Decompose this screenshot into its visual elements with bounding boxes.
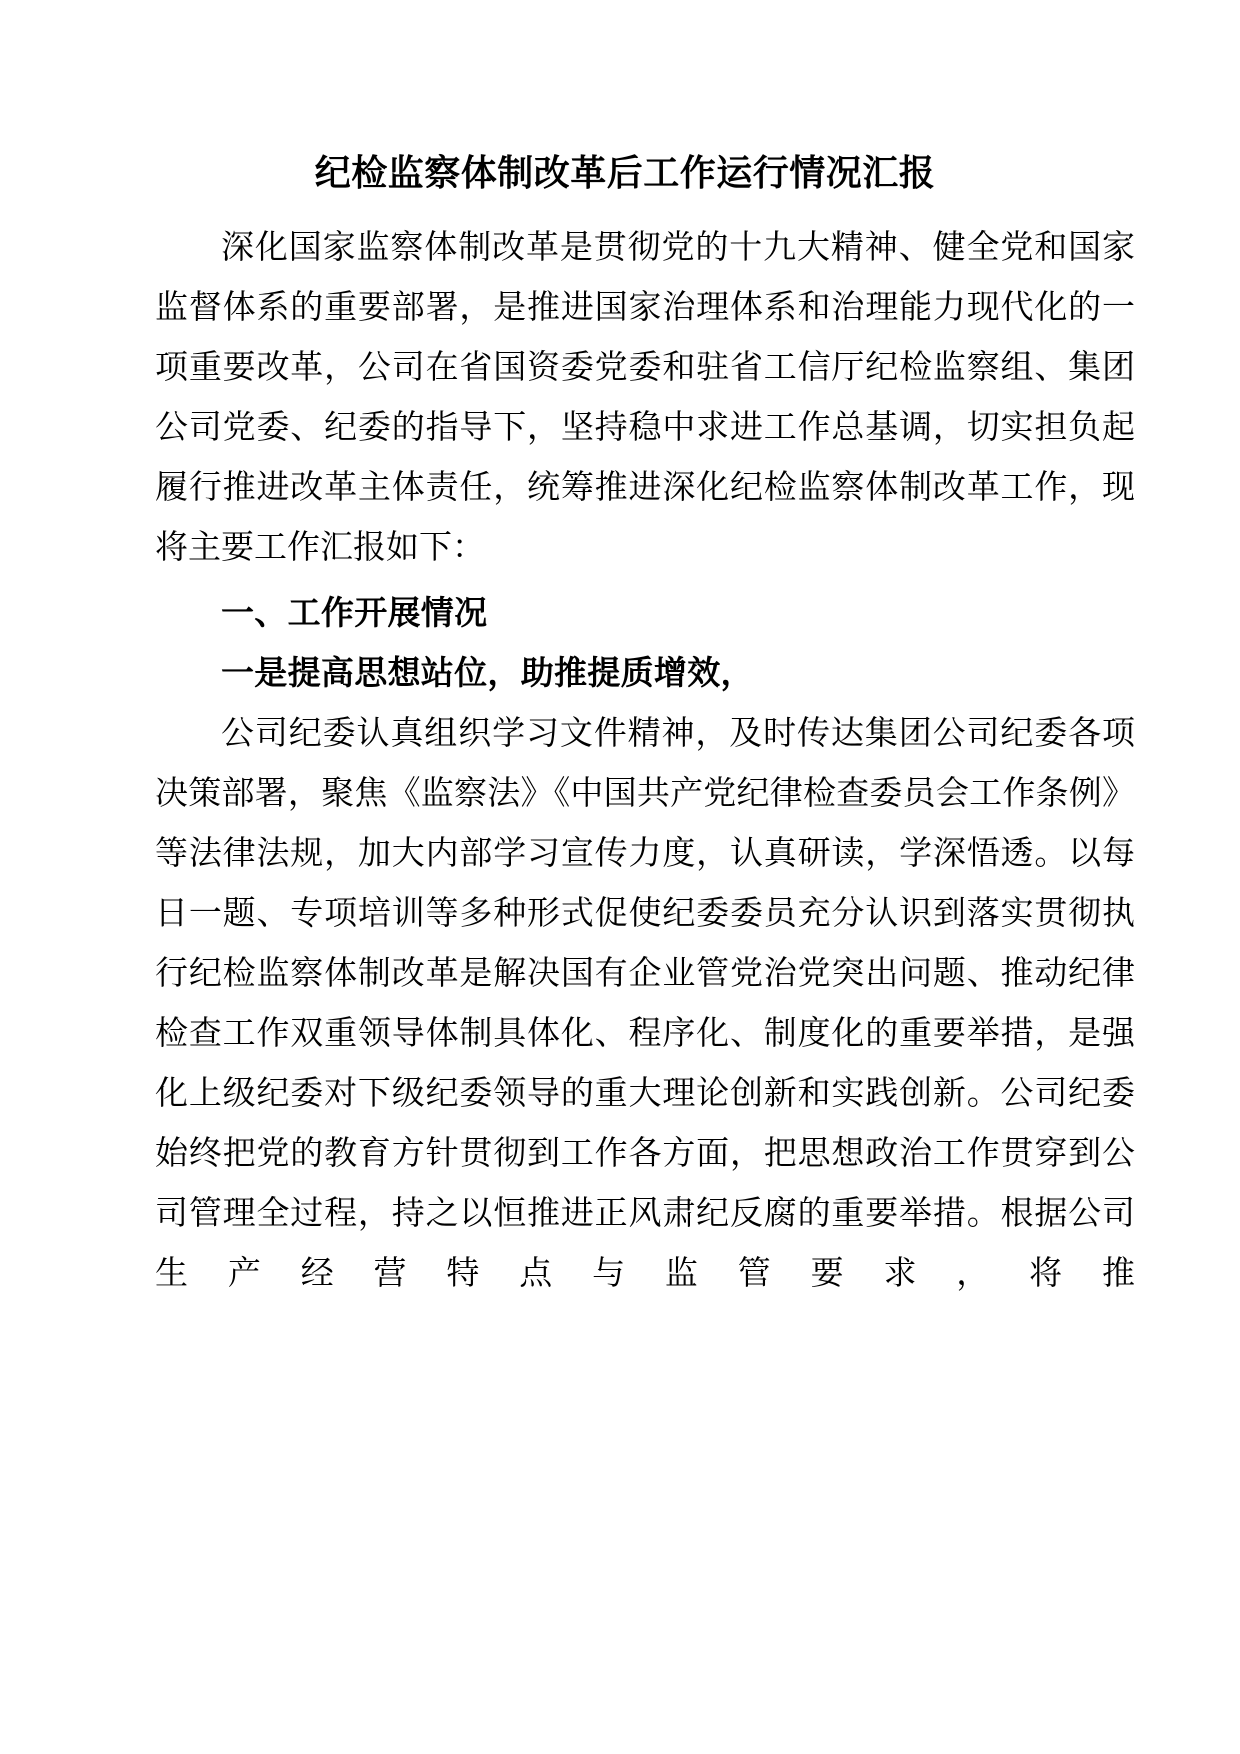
body-paragraph-1: 公司纪委认真组织学习文件精神，及时传达集团公司纪委各项决策部署，聚焦《监察法》《中国共产党纪律检查委员会工作条例》等法律法规，加大内部学习宣传力度，认真研读，学深悟透。以每日一题、专项培训等多种形式促使纪委委员充分认识到落实贯彻执行纪检监察体制改革是解决国有企业管党治党突出问题、推动纪律检查工作双重领导体制具体化、程序化、制度化的重要举措，是强化上级纪委对下级纪委领导的重大理论创新和实践创新。公司纪委始终把党的教育方针贯彻到工作各方面，把思想政治工作贯穿到公司管理全过程，持之以恒推进正风肃纪反腐的重要举措。根据公司生产经营特点与监管要求，将推: [155, 714, 1135, 1291]
intro-paragraph: 深化国家监察体制改革是贯彻党的十九大精神、健全党和国家监督体系的重要部署，是推进国家治理体系和治理能力现代化的一项重要改革，公司在省国资委党委和驻省工信厅纪检监察组、集团公司党委、纪委的指导下，坚持稳中求进工作总基调，切实担负起履行推进改革主体责任，统筹推进深化纪检监察体制改革工作，现将主要工作汇报如下：: [155, 228, 1135, 565]
section-heading-1: 一、工作开展情况: [221, 594, 488, 631]
subsection-heading-1: 一是提高思想站位，助推提质增效，: [221, 654, 754, 691]
page-title: 纪检监察体制改革后工作运行情况汇报: [314, 152, 936, 193]
